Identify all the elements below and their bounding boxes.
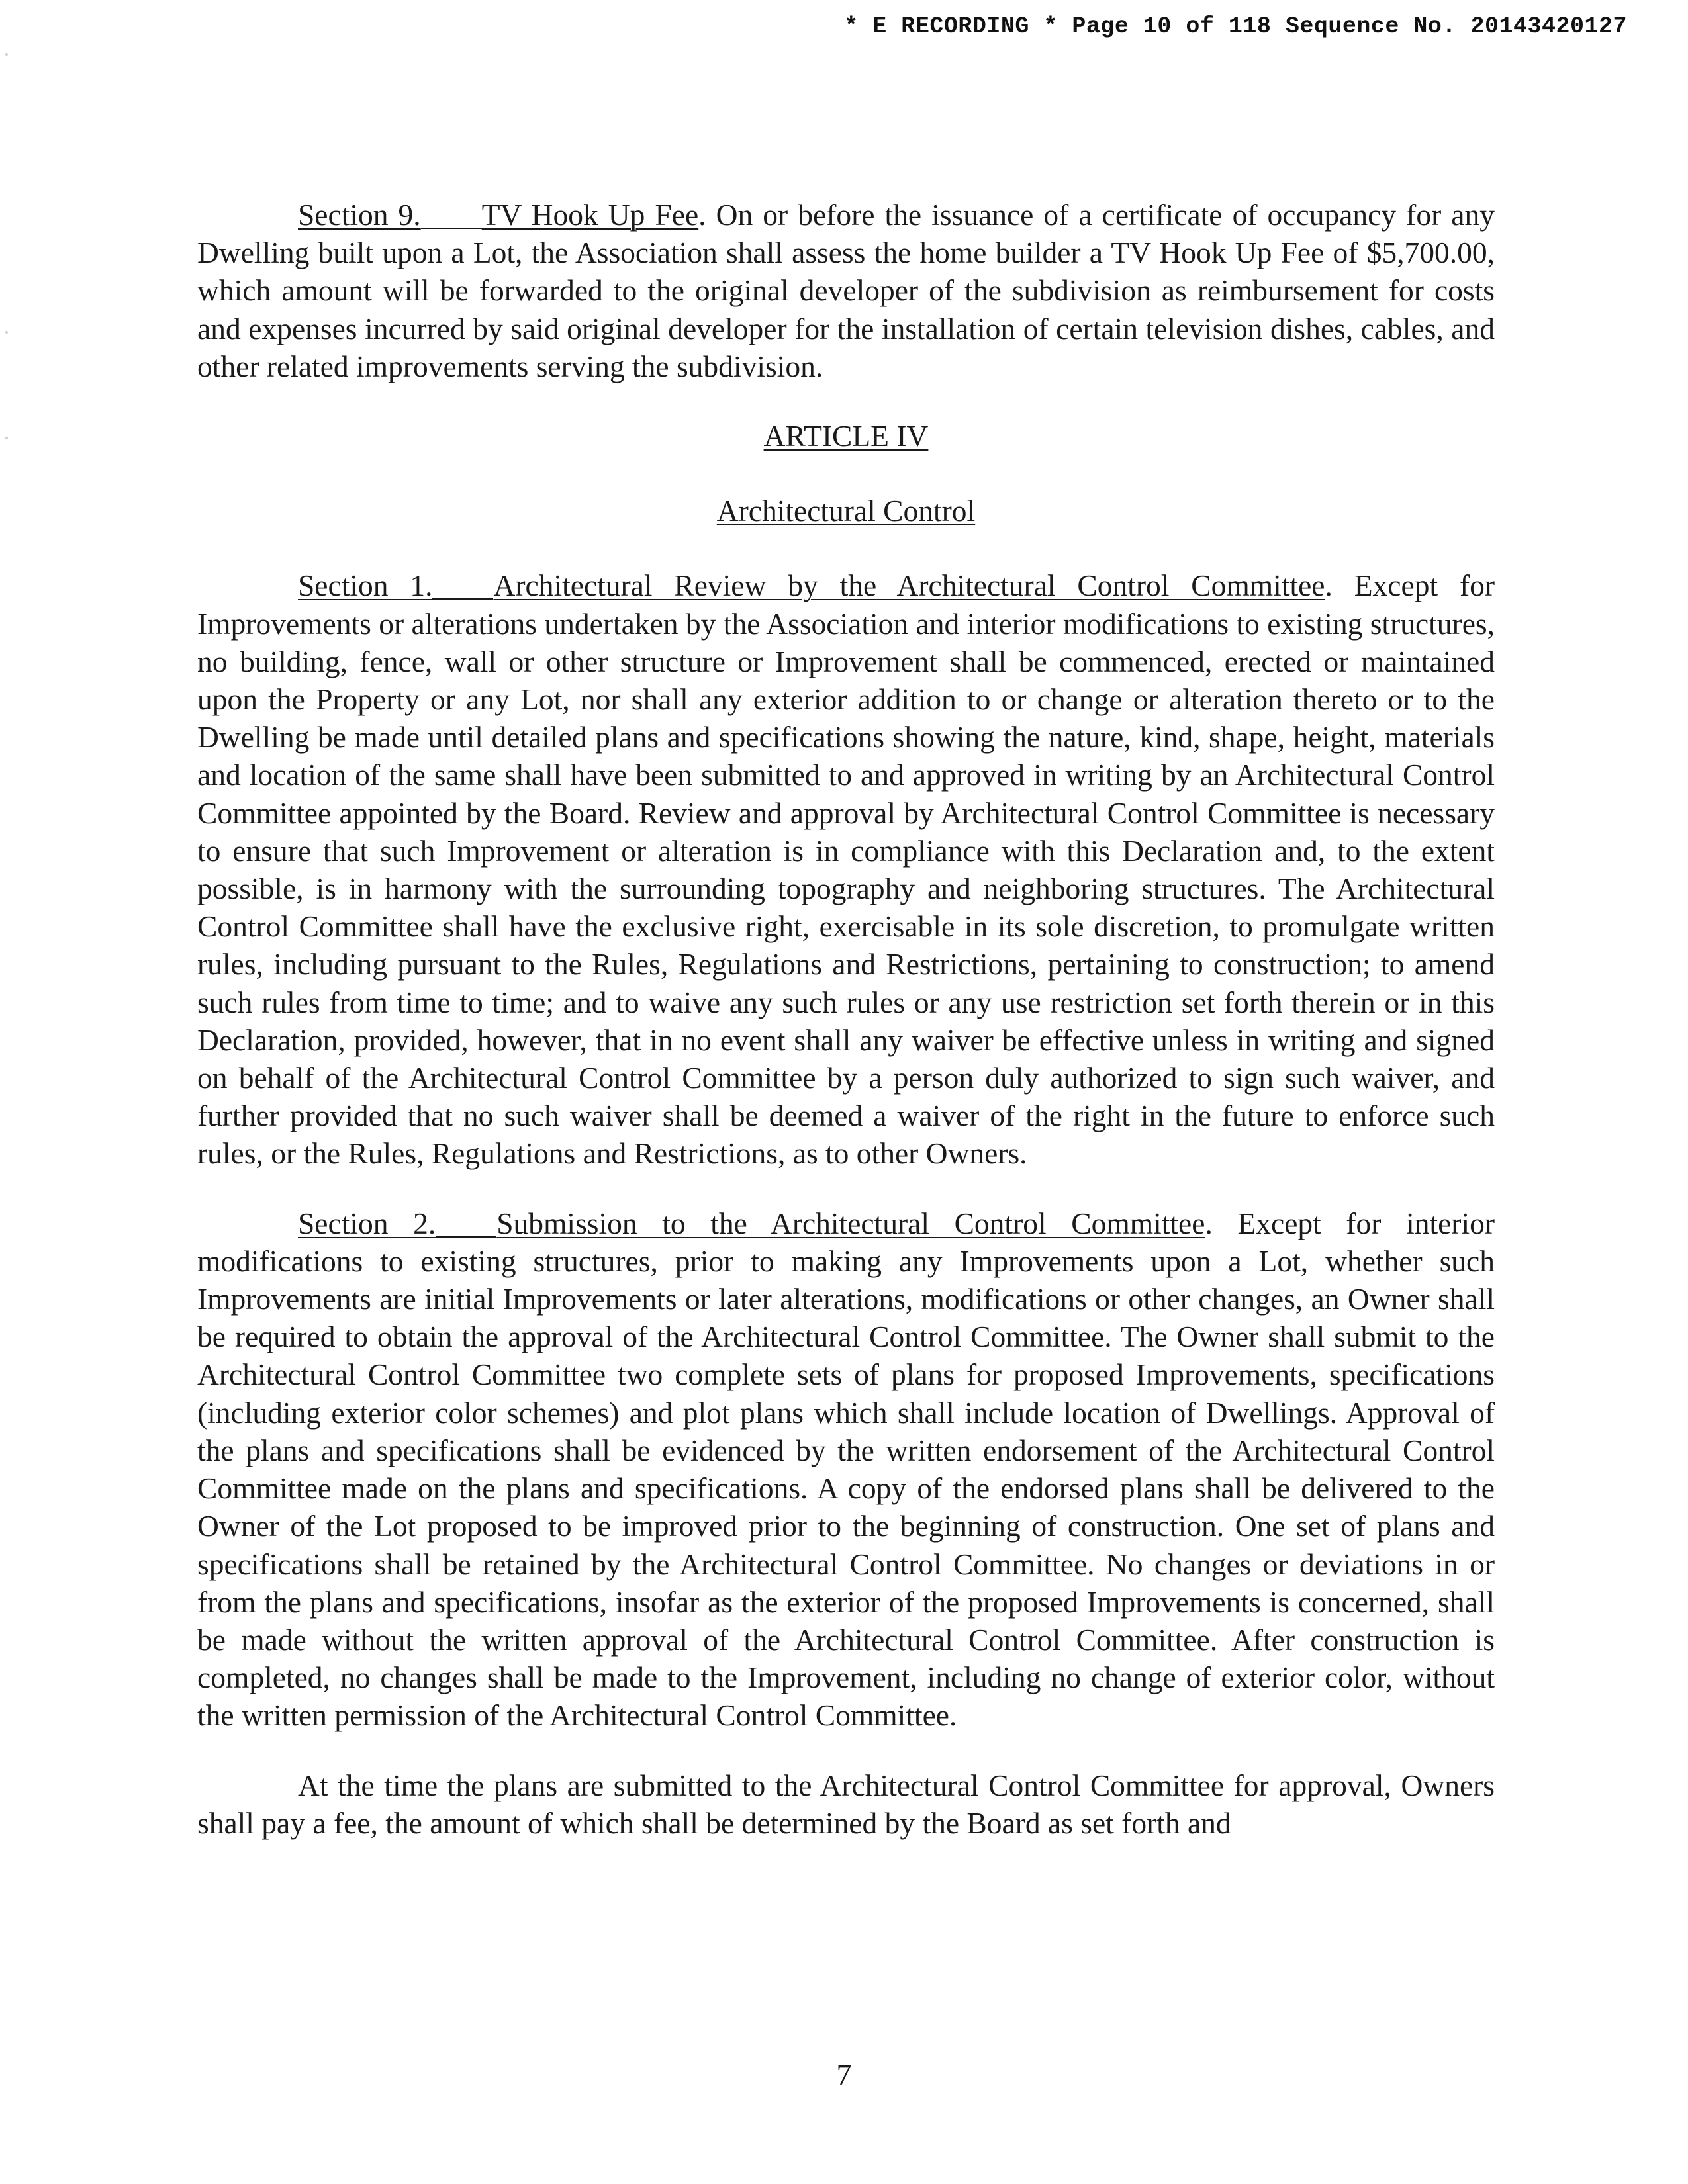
- article-number: [197, 417, 1495, 455]
- scan-margin-mark: [5, 331, 8, 334]
- document-body: [197, 196, 1495, 1842]
- article-title: [197, 492, 1495, 529]
- recording-stamp: * E RECORDING * Page 10 of 118 Sequence No. 20143420127: [844, 13, 1627, 40]
- section-2-number: Section 2.: [298, 1206, 436, 1240]
- scan-margin-mark: [5, 53, 8, 56]
- article-number-text: ARTICLE IV: [763, 419, 929, 453]
- section-2-title: Submission to the Architectural Control Committee: [496, 1206, 1205, 1240]
- section-9-paragraph: [197, 196, 1495, 385]
- section-9-title: TV Hook Up Fee: [481, 198, 699, 232]
- section-1-number: Section 1.: [298, 569, 433, 603]
- section-1-paragraph: [197, 567, 1495, 1172]
- section-1-body: . Except for Improvements or alterations undertaken by the Association and interior modifications to existing structures, no building, fence, wall or other structure or Improvement shall be commenced, erected or maintained upon the Property or any Lot, nor shall any exterior addition to or change or alteration thereto or to the Dwelling be made until detailed plans and specifications showing the nature, kind, shape, height, materials and location of the same shall have been submitted to and approved in writing by an Architectural Control Committee appointed by the Board. Review and approval by Architectural Control Committee is necessary to ensure that such Improvement or alteration is in compliance with this Declaration and, to the extent possible, is in harmony with the surrounding topography and neighboring structures. The Architectural Control Committee shall have the exclusive right, exercisable in its sole discretion, to promulgate written rules, including pursuant to the Rules, Regulations and Restrictions, pertaining to construction; to amend such rules from time to time; and to waive any such rules or any use restriction set forth therein or in this Declaration, provided, however, that in no event shall any waiver be effective unless in writing and signed on behalf of the Architectural Control Committee by a person duly authorized to sign such waiver, and further provided that no such waiver shall be deemed a waiver of the right in the future to enforce such rules, or the Rules, Regulations and Restrictions, as to other Owners.: [197, 569, 1495, 1171]
- section-9-number: Section 9.: [298, 198, 421, 232]
- section-heading-gap: [421, 228, 482, 229]
- section-2-body: . Except for interior modifications to existing structures, prior to making any Improvements upon a Lot, whether such Improvements are initial Improvements or later alterations, modifications or other changes, an Owner shall be required to obtain the approval of the Architectural Control Committee. The Owner shall submit to the Architectural Control Committee two complete sets of plans for proposed Improvements, specifications (including exterior color schemes) and plot plans which shall include location of Dwellings. Approval of the plans and specifications shall be evidenced by the written endorsement of the Architectural Control Committee made on the plans and specifications. A copy of the endorsed plans shall be delivered to the Owner of the Lot proposed to be improved prior to the beginning of construction. One set of plans and specifications shall be retained by the Architectural Control Committee. No changes or deviations in or from the plans and specifications, insofar as the exterior of the proposed Improvements is concerned, shall be made without the written approval of the Architectural Control Committee. After construction is completed, no changes shall be made to the Improvement, including no change of exterior color, without the written permission of the Architectural Control Committee.: [197, 1206, 1495, 1733]
- section-1-title: Architectural Review by the Architectural Control Committee: [493, 569, 1325, 603]
- scan-margin-mark: [5, 437, 8, 439]
- section-2-paragraph: [197, 1205, 1495, 1735]
- article-title-text: Architectural Control: [716, 494, 976, 528]
- section-heading-gap: [432, 598, 493, 600]
- page-number: 7: [836, 2058, 852, 2091]
- closing-paragraph: [197, 1766, 1495, 1842]
- section-heading-gap: [436, 1236, 496, 1238]
- section-9-body: . On or before the issuance of a certificate of occupancy for any Dwelling built upon a Lot, the Association shall assess the home builder a TV Hook Up Fee of $5,700.00, which amount will be forwarded to the original developer of the subdivision as reimbursement for costs and expenses incurred by said original developer for the installation of certain television dishes, cables, and other related improvements serving the subdivision.: [197, 198, 1495, 383]
- closing-body: At the time the plans are submitted to the Architectural Control Committee for approval, Owners shall pay a fee, the amount of which shall be determined by the Board as set forth and: [197, 1768, 1495, 1840]
